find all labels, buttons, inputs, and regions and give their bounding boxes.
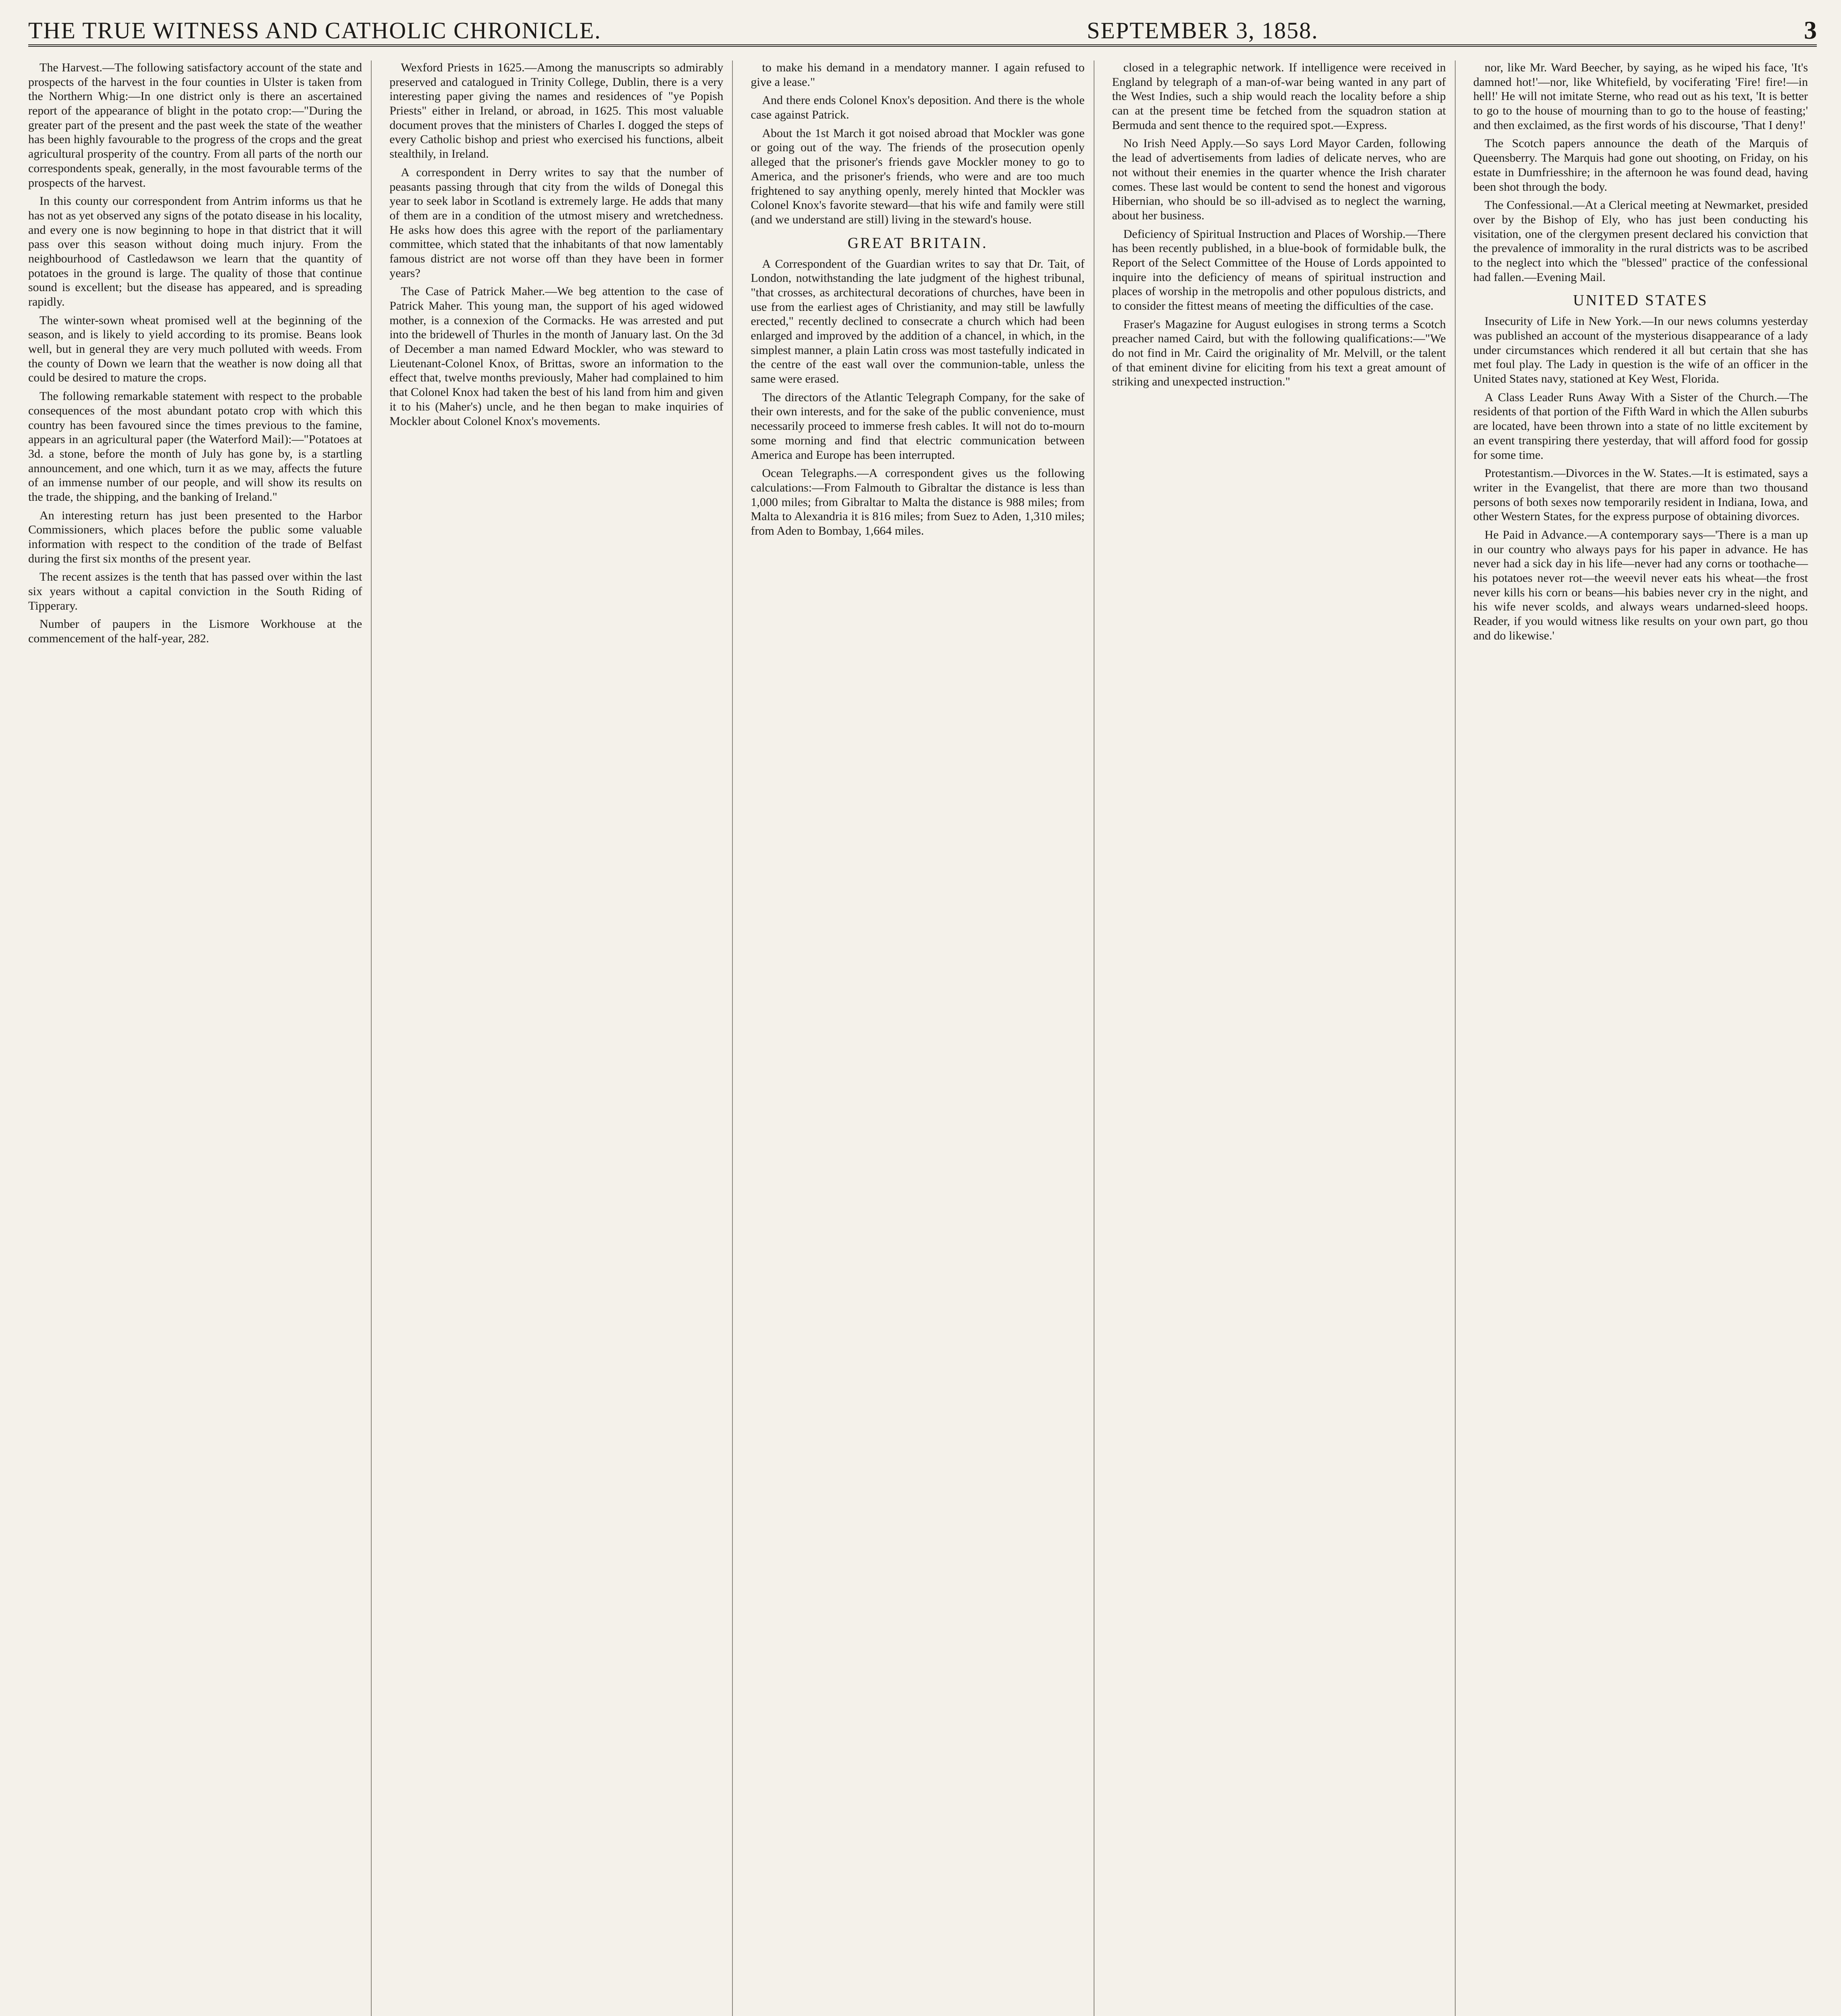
article-paragraph: The directors of the Atlantic Telegraph Company, for the sake of their own interests, and for the sake of the public convenience, must necessarily proceed to immerse fresh cables. It will not do to-mourn some morning and find that electric communication between America and Europe has been interrupted. bbox=[751, 390, 1085, 462]
section-heading: UNITED STATES bbox=[1573, 292, 1708, 309]
article-paragraph: to make his demand in a mendatory manner. I again refused to give a lease." bbox=[751, 61, 1085, 89]
article-paragraph: A correspondent in Derry writes to say that the number of peasants passing through that city from the wilds of Donegal this year to seek labor in Scotland is extremely large. He adds that many of them are in a condition of the utmost misery and wretchedness. He asks how does this agree with the report of the parliamentary committee, which stated that the inhabitants of that now lamentably famous district are not worse off than they have been in former years? bbox=[389, 165, 724, 280]
column-1 bbox=[28, 60, 372, 2016]
article-paragraph: The Harvest.—The following satisfactory account of the state and prospects of the harvest in the four counties in Ulster is taken from the Northern Whig:—In one district only is there an ascertained report of the appearance of blight in the potato crop:—"During the greater part of the present and the past week the state of the weather has been highly favourable to the progress of the crops and the great agricultural prosperity of the country. From all parts of the north our correspondents speak, generally, in the most favourable terms of the prospects of the harvest. bbox=[28, 61, 362, 190]
column-5 bbox=[1473, 60, 1817, 2016]
article-paragraph: And there ends Colonel Knox's deposition. And there is the whole case against Patrick. bbox=[751, 94, 1085, 122]
article-paragraph: Fraser's Magazine for August eulogises in strong terms a Scotch preacher named Caird, but with the following qualifications:—"We do not find in Mr. Caird the originality of Mr. Melvill, or the talent of that eminent divine for eliciting from his text a great amount of striking and unexpected instruction." bbox=[1112, 317, 1446, 389]
article-paragraph: Insecurity of Life in New York.—In our news columns yesterday was published an account of the mysterious disappearance of a lady under circumstances which rendered it all but certain that she has met foul play. The Lady in question is the wife of an officer in the United States navy, stationed at Key West, Florida. bbox=[1473, 314, 1808, 386]
masthead-date: SEPTEMBER 3, 1858. bbox=[1087, 17, 1319, 44]
article-paragraph: A Class Leader Runs Away With a Sister of the Church.—The residents of that portion of the Fifth Ward in which the Allen suburbs are located, have been thrown into a state of no little excitement by an event transpiring there yesterday, that will afford food for gossip for some time. bbox=[1473, 390, 1808, 462]
article-paragraph: Wexford Priests in 1625.—Among the manuscripts so admirably preserved and catalogued in Trinity College, Dublin, there is a very interesting paper giving the names and residences of "ye Popish Priests" either in Ireland, or abroad, in 1625. This most valuable document proves that the ministers of Charles I. dogged the steps of every Catholic bishop and priest who exercised his functions, albeit stealthily, in Ireland. bbox=[389, 61, 724, 161]
article-paragraph: The Scotch papers announce the death of the Marquis of Queensberry. The Marquis had gone out shooting, on Friday, on his estate in Dumfriesshire; in the afternoon he was found dead, having been shot through the body. bbox=[1473, 137, 1808, 194]
article-paragraph: nor, like Mr. Ward Beecher, by saying, as he wiped his face, 'It's damned hot!'—nor, like Whitefield, by vociferating 'Fire! fire!—in hell!' He will not imitate Sterne, who read out as his text, 'It is better to go to the house of mourning than to go to the house of feasting;' and then exclaimed, as the first words of his discourse, 'That I deny!' bbox=[1473, 61, 1808, 132]
columns bbox=[28, 60, 1817, 2016]
article-paragraph: A Correspondent of the Guardian writes to say that Dr. Tait, of London, notwithstanding the late judgment of the highest tribunal, "that crosses, as architectural decorations of churches, have been in use from the earliest ages of Christianity, and may still be lawfully erected," recently declined to consecrate a church which had been enlarged and improved by the addition of a chancel, in which, in the simplest manner, a plain Latin cross was most tastefully indicated in the centre of the east wall over the communion-table, unless the same were erased. bbox=[751, 257, 1085, 386]
page-number: 3 bbox=[1804, 16, 1817, 44]
article-paragraph: He Paid in Advance.—A contemporary says—'There is a man up in our country who always pays for his paper in advance. He has never had a sick day in his life—never had any corns or toothache—his potatoes never rot—the weevil never eats his wheat—the frost never kills his corn or beans—his babies never cry in the night, and his wife never scolds, and always wears undarned-sleed hoops. Reader, if you would witness like results on your own part, go thou and do likewise.' bbox=[1473, 528, 1808, 642]
article-paragraph: Number of paupers in the Lismore Workhouse at the commencement of the half-year, 282. bbox=[28, 617, 362, 646]
column-4 bbox=[1112, 60, 1456, 2016]
column-2 bbox=[389, 60, 733, 2016]
article-paragraph: The Case of Patrick Maher.—We beg attention to the case of Patrick Maher. This young man, the support of his aged widowed mother, is a connexion of the Cormacks. He was arrested and put into the bridewell of Thurles in the month of January last. On the 3d of December a man named Edward Mockler, who was steward to Lieutenant-Colonel Knox, of Brittas, swore an information to the effect that, twelve months previously, Maher had complained to him that Colonel Knox had taken the best of his land from him and given it to his (Maher's) uncle, and he then began to make inquiries of Mockler about Colonel Knox's movements. bbox=[389, 285, 724, 428]
article-paragraph: The winter-sown wheat promised well at the beginning of the season, and is likely to yield according to its promise. Beans look well, but in general they are very much polluted with weeds. From the county of Down we learn that the weather is now doing all that could be desired to mature the crops. bbox=[28, 313, 362, 385]
article-paragraph: The Confessional.—At a Clerical meeting at Newmarket, presided over by the Bishop of Ely, who has just been conducting his visitation, one of the clergymen present declared his conviction that the prevalence of immorality in the rural districts was to be ascribed to the neglect into which the "blessed" practice of the confessional had fallen.—Evening Mail. bbox=[1473, 198, 1808, 284]
masthead-title: THE TRUE WITNESS AND CATHOLIC CHRONICLE. bbox=[28, 17, 601, 44]
article-paragraph: About the 1st March it got noised abroad that Mockler was gone or going out of the way. The friends of the prosecution openly alleged that the prisoner's friends gave Mockler money to go to America, and the prisoner's friends, who were and are too much frightened to say anything openly, merely hinted that Mockler was Colonel Knox's favorite steward—that his wife and family were still (and we understand are still) living in the steward's house. bbox=[751, 126, 1085, 226]
article-paragraph: No Irish Need Apply.—So says Lord Mayor Carden, following the lead of advertisements from ladies of delicate nerves, who are not without their enemies in the quarter whence the Irish charater comes. These last would be content to send the honest and vigorous Hibernian, who should be so ill-advised as to neglect the warning, about her business. bbox=[1112, 137, 1446, 222]
column-3 bbox=[751, 60, 1094, 2016]
section-heading: GREAT BRITAIN. bbox=[847, 234, 988, 252]
article-paragraph: Protestantism.—Divorces in the W. States.—It is estimated, says a writer in the Evangelist, that there are more than two thousand persons of both sexes now temporarily resident in Indiana, Iowa, and other Western States, for the express purpose of obtaining divorces. bbox=[1473, 467, 1808, 523]
article-paragraph: The recent assizes is the tenth that has passed over within the last six years without a capital conviction in the South Riding of Tipperary. bbox=[28, 570, 362, 612]
masthead bbox=[28, 16, 1817, 47]
article-paragraph: An interesting return has just been presented to the Harbor Commissioners, which places before the public some valuable information with respect to the condition of the trade of Belfast during the first six months of the present year. bbox=[28, 508, 362, 565]
article-paragraph: The following remarkable statement with respect to the probable consequences of the most abundant potato crop with which this country has been favoured since the times previous to the famine, appears in an agricultural paper (the Waterford Mail):—"Potatoes at 3d. a stone, before the month of July has gone by, is a startling announcement, and one which, turn it as we may, affects the future of an immense number of our people, and will show its results on the trade, the shipping, and the banking of Ireland." bbox=[28, 389, 362, 504]
article-paragraph: In this county our correspondent from Antrim informs us that he has not as yet observed any signs of the potato disease in his locality, and every one is now beginning to hope in that district that it will pass over this season without doing much injury. From the neighbourhood of Castledawson we learn that the quantity of potatoes in the ground is large. The quality of those that continue sound is excellent; but the disease has appeared, and is spreading rapidly. bbox=[28, 194, 362, 308]
article-paragraph: closed in a telegraphic network. If intelligence were received in England by telegraph of a man-of-war being wanted in any part of the West Indies, such a ship would reach the locality before a ship can at the present time be fetched from the squadron station at Bermuda and sent thence to the required spot.—Express. bbox=[1112, 61, 1446, 132]
article-paragraph: Ocean Telegraphs.—A correspondent gives us the following calculations:—From Falmouth to Gibraltar the distance is less than 1,000 miles; from Gibraltar to Malta the distance is 988 miles; from Malta to Alexandria it is 816 miles; from Suez to Aden, 1,310 miles; from Aden to Bombay, 1,664 miles. bbox=[751, 467, 1085, 537]
article-paragraph: Deficiency of Spiritual Instruction and Places of Worship.—There has been recently published, in a blue-book of formidable bulk, the Report of the Select Committee of the House of Lords appointed to inquire into the deficiency of means of spiritual instruction and places of worship in the metropolis and other populous districts, and to consider the fittest means of meeting the difficulties of the case. bbox=[1112, 227, 1446, 312]
